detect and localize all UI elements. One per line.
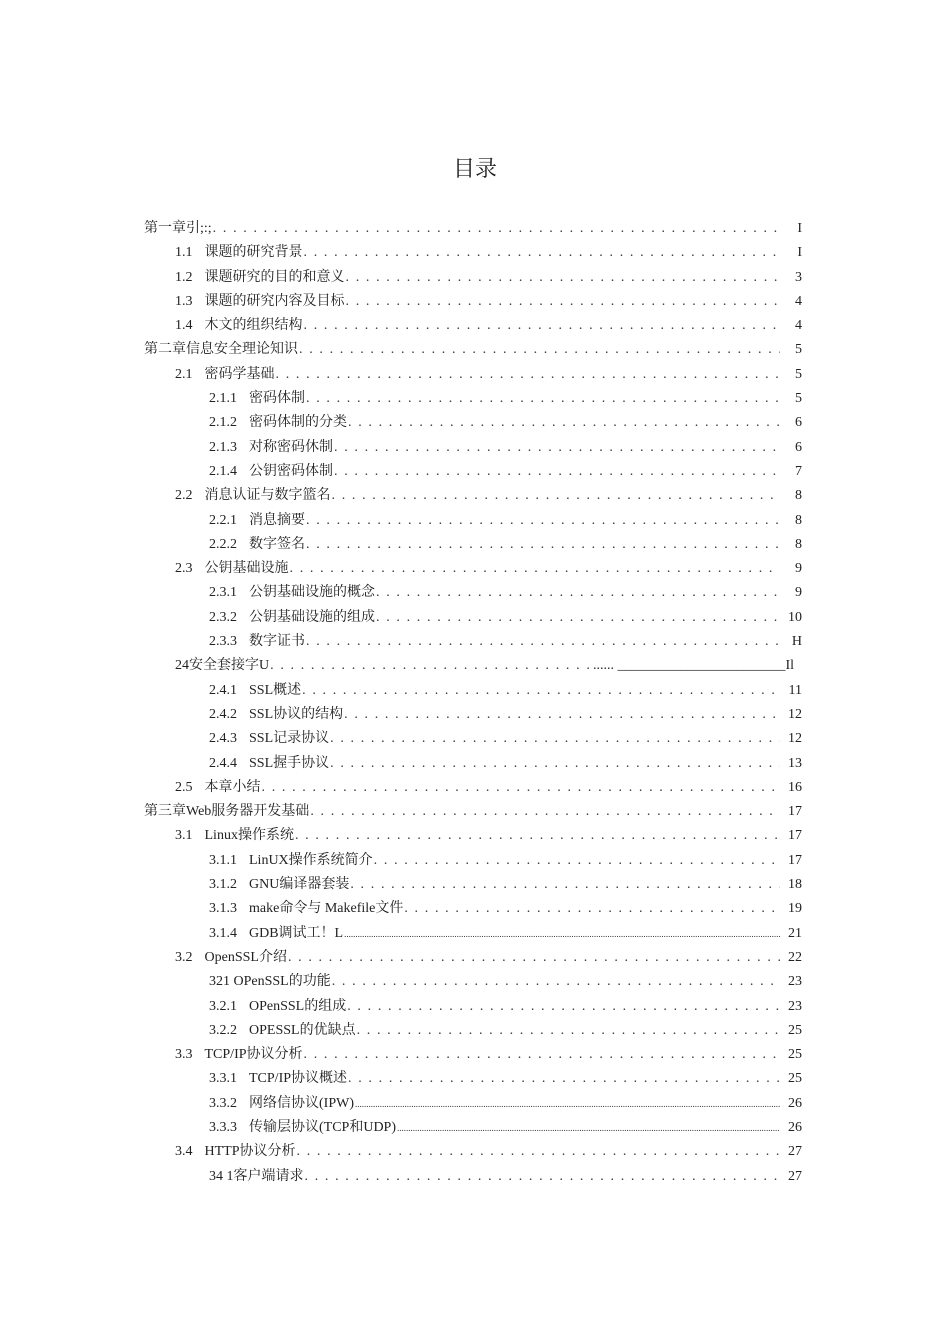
toc-entry-page: 8 <box>795 536 802 552</box>
toc-entry-title: 密码学基础 <box>204 366 275 382</box>
dot-leader <box>262 776 781 800</box>
toc-entry-page: 18 <box>788 877 802 893</box>
toc-entry <box>0 241 950 265</box>
dot-leader <box>332 484 781 508</box>
dot-leader <box>350 873 780 897</box>
toc-entry <box>0 849 950 873</box>
toc-entry <box>0 484 950 508</box>
toc-entry-number: 2.5 <box>175 779 193 795</box>
toc-entry-page: 13 <box>788 755 802 771</box>
toc-entry-number: 2.4.4 <box>209 755 237 771</box>
toc-entry-title: SSL协议的结构 <box>249 706 344 722</box>
dot-leader <box>305 1165 781 1189</box>
toc-entry-page: 25 <box>788 1047 802 1063</box>
toc-entry-page: 23 <box>788 998 802 1014</box>
toc-entry-page: I <box>797 245 802 261</box>
toc-entry-title: 密码体制的分类 <box>249 415 347 431</box>
toc-entry-page: 22 <box>788 949 802 965</box>
toc-entry-page: 17 <box>788 852 802 868</box>
dot-leader <box>355 1092 780 1116</box>
toc-entry-number: 1.4 <box>175 318 193 334</box>
toc-entry <box>0 1092 950 1116</box>
toc-entry-title: TCP/IP协议分析 <box>204 1047 303 1063</box>
toc-entry <box>0 1116 950 1140</box>
toc-entry-page: 8 <box>795 488 802 504</box>
toc-entry-title: 网络信协议(IPW) <box>249 1095 354 1111</box>
dot-leader <box>332 970 780 994</box>
toc-entry <box>0 995 950 1019</box>
toc-entry-title: 第二章信息安全理论知识 <box>144 342 298 358</box>
toc-entry <box>0 266 950 290</box>
toc-entry-page: 11 <box>788 682 802 698</box>
dot-leader <box>348 411 780 435</box>
toc-entry-number: 2.3.3 <box>209 634 237 650</box>
toc-entry-number: 2.3.2 <box>209 609 237 625</box>
toc-entry-number: 2.4.1 <box>209 682 237 698</box>
toc-entry <box>0 533 950 557</box>
dot-leader <box>330 752 780 776</box>
toc-entry <box>0 606 950 630</box>
dot-leader <box>304 314 781 338</box>
toc-entry-title: SSL握手协议 <box>249 755 330 771</box>
toc-entry <box>0 703 950 727</box>
toc-entry-title: 传输层协议(TCP和UDP) <box>249 1119 397 1135</box>
toc-entry-number: 3.3.3 <box>209 1119 237 1135</box>
toc-entry <box>0 873 950 897</box>
toc-entry-number: 3.3.1 <box>209 1071 237 1087</box>
toc-entry-title: 消息摘要 <box>249 512 305 528</box>
toc-entry-title: 24安全套接字U <box>175 658 270 674</box>
toc-entry <box>0 509 950 533</box>
toc-entry <box>0 897 950 921</box>
dot-leader <box>346 290 781 314</box>
toc-entry <box>0 581 950 605</box>
toc-entry-number: 1.1 <box>175 245 193 261</box>
toc-entry-title: 课题的研究内容及目标 <box>204 293 345 309</box>
toc-entry-title: 对称密码休制 <box>249 439 333 455</box>
dot-leader <box>306 533 780 557</box>
toc-entry-number: 2.1.3 <box>209 439 237 455</box>
dot-leader <box>295 824 780 848</box>
toc-entry-page: 10 <box>788 609 802 625</box>
toc-entry-title: 34 1客户端请求 <box>209 1168 304 1184</box>
toc-entry-number: 1.3 <box>175 293 193 309</box>
toc-entry-number: 2.1.1 <box>209 391 237 407</box>
toc-entry-title: 数字证书 <box>249 634 305 650</box>
toc-entry <box>0 776 950 800</box>
dot-leader <box>334 460 780 484</box>
toc-entry-title: 第一章引;:; <box>144 221 212 236</box>
toc-entry-title: 公钥基础设施的概念 <box>249 585 375 601</box>
toc-entry <box>0 1067 950 1091</box>
dot-leader <box>376 606 780 630</box>
toc-entry-page: Il <box>785 658 794 674</box>
toc-entry-number: 3.4 <box>175 1144 193 1160</box>
toc-entry <box>0 970 950 994</box>
toc-entry-page: 5 <box>795 342 802 358</box>
dot-leader <box>299 338 780 362</box>
toc-entry-page: 26 <box>788 1119 802 1135</box>
toc-entry-number: 2.2.1 <box>209 512 237 528</box>
toc-entry-page: 19 <box>788 901 802 917</box>
toc-entry-number: 2.3 <box>175 561 193 577</box>
toc-entry <box>0 217 950 241</box>
toc-entry-title: HTTP协议分析 <box>204 1144 296 1160</box>
dot-leader <box>306 630 780 654</box>
toc-entry <box>0 363 950 387</box>
toc-entry-page: 21 <box>788 925 802 941</box>
dot-leader <box>288 946 780 970</box>
toc-entry-page: 26 <box>788 1095 802 1111</box>
dot-leader <box>304 1043 780 1067</box>
toc-entry-title: 消息认证与数字篮名 <box>204 488 331 504</box>
dot-leader <box>347 995 780 1019</box>
toc-entry-title: 公钥密码体制 <box>249 463 333 479</box>
toc-entry-title: LinUX操作系统简介 <box>249 852 373 868</box>
toc-entry-title: 课题的研究背景 <box>204 245 303 261</box>
toc-entry-title: make命令与 Makefile文件 <box>249 901 404 917</box>
toc-entry-page: I <box>797 221 802 236</box>
toc-entry-page: 9 <box>795 561 802 577</box>
toc-entry-title: SSL概述 <box>249 682 302 698</box>
toc-entry-title: 公钥基础设施的组成 <box>249 609 375 625</box>
toc-entry-number: 3.2 <box>175 949 193 965</box>
toc-entry-page: 12 <box>788 731 802 747</box>
toc-entry-page: 4 <box>795 318 802 334</box>
toc-entry-title: 数字签名 <box>249 536 305 552</box>
dot-leader <box>310 800 780 824</box>
dot-leader <box>344 922 780 946</box>
toc-entry <box>0 1043 950 1067</box>
toc-entry-page: 12 <box>788 706 802 722</box>
toc-entry-number: 3.2.2 <box>209 1022 237 1038</box>
toc-entry-number: 3.3 <box>175 1047 193 1063</box>
page-title: 目录 <box>452 157 497 182</box>
toc-entry <box>0 800 950 824</box>
toc-entry-page: 4 <box>795 293 802 309</box>
toc-entry <box>0 654 950 678</box>
toc-entry-number: 3.2.1 <box>209 998 237 1014</box>
dot-leader <box>330 727 780 751</box>
dot-leader <box>357 1019 780 1043</box>
toc-entry-title: 木文的组织结构 <box>204 318 303 334</box>
toc-entry-title: 本章小结 <box>204 779 261 795</box>
toc-entry <box>0 411 950 435</box>
toc-entry-title: GDB调试工！L <box>249 925 344 941</box>
dot-leader <box>304 241 781 265</box>
dot-leader <box>344 703 780 727</box>
toc-entry-page: 17 <box>788 828 802 844</box>
dot-leader <box>302 679 780 703</box>
toc-entry <box>0 1140 950 1164</box>
toc-entry-title: GNU编译器套装 <box>249 877 350 893</box>
toc-entry-page: 3 <box>795 269 802 285</box>
toc-entry-title: 密码体制 <box>249 391 305 407</box>
toc-entry-page: 23 <box>788 974 802 990</box>
dot-leader <box>346 266 781 290</box>
toc-entry-page: 16 <box>788 779 802 795</box>
toc-entry-page: 8 <box>795 512 802 528</box>
dot-leader <box>334 436 780 460</box>
toc-entry-title: OPESSL的优缺点 <box>249 1022 356 1038</box>
toc-entry-title: 第三章Web服务器开发基础 <box>144 804 310 820</box>
toc-entry-number: 2.1.4 <box>209 463 237 479</box>
toc-entry-page: 5 <box>795 366 802 382</box>
toc-entry <box>0 679 950 703</box>
toc-entry-title: SSL记录协议 <box>249 731 330 747</box>
dot-leader <box>306 387 780 411</box>
toc-entry-page: 7 <box>795 463 802 479</box>
toc-entry-number: 3.1.4 <box>209 925 237 941</box>
toc-entry <box>0 1165 950 1189</box>
dot-leader <box>376 581 780 605</box>
toc-entry <box>0 436 950 460</box>
toc-entry <box>0 824 950 848</box>
toc-entry-number: 2.1.2 <box>209 415 237 431</box>
toc-entry-title: Linux操作系统 <box>204 828 294 844</box>
dot-leader <box>397 1116 780 1140</box>
toc-entry-number: 3.1.3 <box>209 901 237 917</box>
toc-entry-title: TCP/IP协议概述 <box>249 1071 348 1087</box>
toc-entry <box>0 290 950 314</box>
dot-leader <box>404 897 780 921</box>
dot-leader <box>374 849 780 873</box>
toc-entry-number: 3.1.1 <box>209 852 237 868</box>
toc-entry-underline: ...... ________________________ <box>592 658 786 674</box>
toc-entry-page: 27 <box>788 1168 802 1184</box>
toc-entry-page: 17 <box>788 804 802 820</box>
toc-entry-page: 6 <box>795 439 802 455</box>
toc-entry-number: 3.1 <box>175 828 193 844</box>
toc-entry-title: OpenSSL介绍 <box>204 949 287 965</box>
toc-entry-number: 2.4.3 <box>209 731 237 747</box>
toc-entry-number: 2.3.1 <box>209 585 237 601</box>
toc-entry-page: H <box>791 634 802 650</box>
toc-entry-title: OPenSSL的组成 <box>249 998 347 1014</box>
toc-entry-page: 5 <box>795 391 802 407</box>
toc-entry-number: 2.2.2 <box>209 536 237 552</box>
dot-leader <box>290 557 781 581</box>
dot-leader <box>306 509 780 533</box>
dot-leader <box>348 1067 780 1091</box>
toc-entry <box>0 314 950 338</box>
dot-leader <box>297 1140 781 1164</box>
toc-entry <box>0 752 950 776</box>
toc-entry <box>0 727 950 751</box>
toc-entry <box>0 946 950 970</box>
toc-entry <box>0 460 950 484</box>
dot-leader <box>213 217 780 241</box>
toc-entry-number: 3.3.2 <box>209 1095 237 1111</box>
toc-entry-title: 课题研究的目的和意义 <box>204 269 345 285</box>
dot-leader <box>276 363 781 387</box>
toc-entry <box>0 557 950 581</box>
toc-entry-number: 2.4.2 <box>209 706 237 722</box>
toc-entry-number: 2.1 <box>175 366 193 382</box>
toc-entry <box>0 1019 950 1043</box>
dot-leader <box>270 654 591 678</box>
table-of-contents <box>0 217 950 1189</box>
toc-entry-page: 9 <box>795 585 802 601</box>
toc-entry-number: 3.1.2 <box>209 877 237 893</box>
toc-entry-number: 1.2 <box>175 269 193 285</box>
toc-entry-page: 25 <box>788 1022 802 1038</box>
toc-entry <box>0 338 950 362</box>
toc-entry <box>0 922 950 946</box>
toc-entry-number: 2.2 <box>175 488 193 504</box>
toc-entry <box>0 630 950 654</box>
toc-entry <box>0 387 950 411</box>
toc-entry-title: 321 OPenSSL的功能 <box>209 974 331 990</box>
toc-entry-page: 27 <box>788 1144 802 1160</box>
toc-entry-title: 公钥基础设施 <box>204 561 289 577</box>
toc-entry-page: 25 <box>788 1071 802 1087</box>
toc-entry-page: 6 <box>795 415 802 431</box>
